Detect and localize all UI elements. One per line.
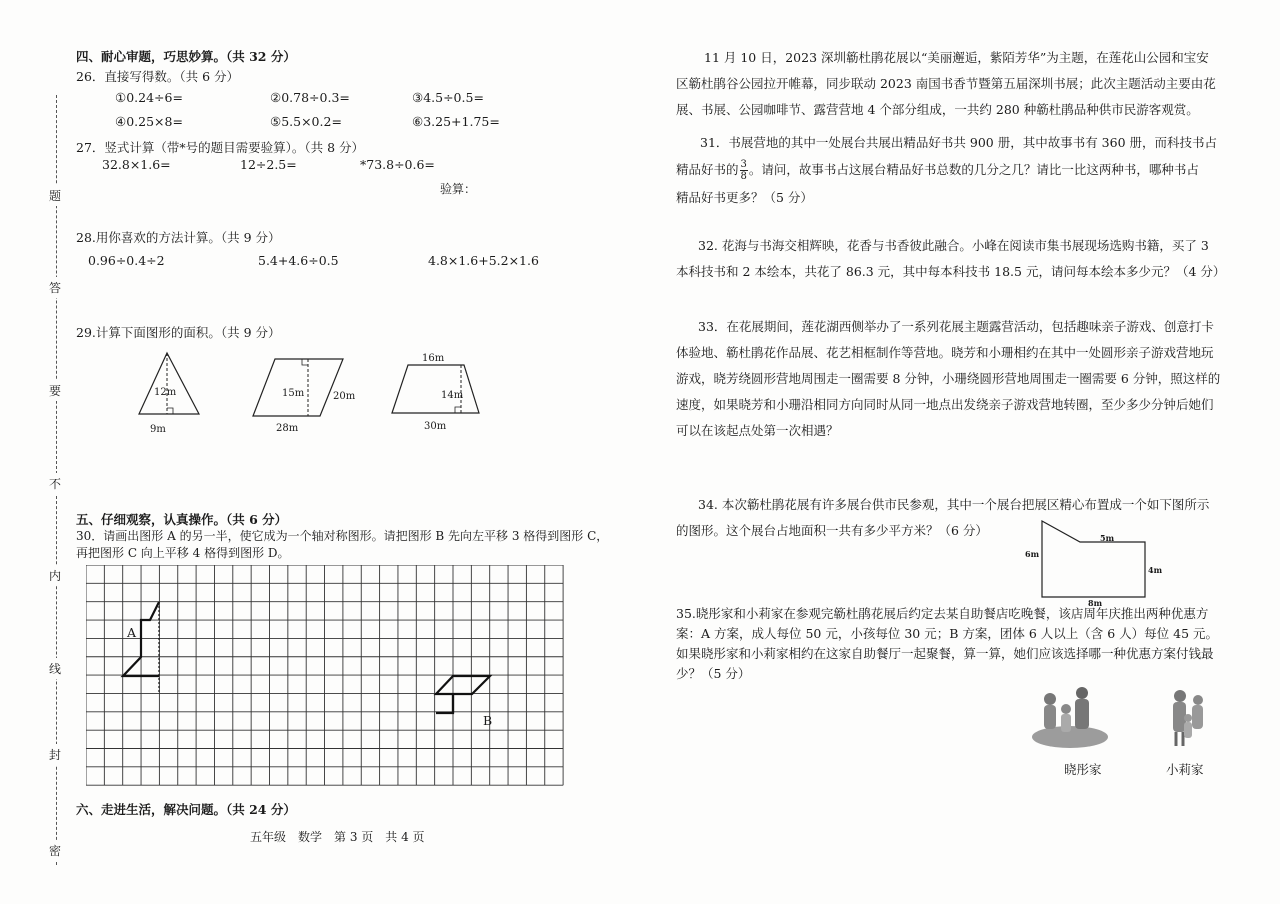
q31-text: 精品好书的 (676, 162, 739, 177)
q27-item: 32.8×1.6= (102, 157, 171, 172)
binding-char: 密 (49, 840, 61, 861)
booth-shape (1042, 521, 1145, 597)
q28-item: 5.4+4.6÷0.5 (258, 253, 339, 268)
q27-item: 12÷2.5= (240, 157, 297, 172)
trapezoid-top-label: 16m (422, 353, 445, 364)
intro-paragraph: 11 月 10 日，2023 深圳簕杜鹃花展以“美丽邂逅，紫陌芳华”为主题，在莲花山公园和宝安区簕杜鹃谷公园拉开帷幕，同步联动 2023 南国书香节暨第五届深圳书展；此次主题活动主要由花展、书展、公园咖啡节、露营营地 4 个部分组成，一共约 280 种簕杜鹃品种供市民游客观赏。 (676, 50, 1216, 117)
figure-a-label: A (127, 625, 137, 640)
family-illustration-xiaotong (1030, 685, 1110, 750)
q34-right-label: 4m (1148, 565, 1163, 575)
q35-text: 35.晓彤家和小莉家在参观完簕杜鹃花展后约定去某自助餐店吃晚餐，该店周年庆推出两种优惠方案：A 方案，成人每位 50 元，小孩每位 30 元；B 方案，团体 6 人以上（含 6 人）每位 45 元。如果晓彤家和小莉家相约在这家自助餐厅一起聚餐，算一算，她们应该选择哪一种优惠方案付钱最少？（5 分） (676, 606, 1219, 681)
q31-line1: 31．书展营地的其中一处展台共展出精品好书共 900 册，其中故事书有 360 册，而科技书占 (700, 135, 1218, 150)
q26-item: ③4.5÷0.5= (412, 90, 484, 105)
binding-char: 封 (49, 744, 61, 765)
binding-char: 答 (49, 277, 61, 298)
parallelogram-base-label: 28m (276, 423, 299, 434)
q30-grid (86, 565, 566, 787)
q34-left-label: 6m (1025, 549, 1040, 559)
q27-item: *73.8÷0.6= (360, 157, 435, 172)
section-5-title: 五、仔细观察，认真操作。（共 6 分） (76, 512, 288, 527)
q34-figure (1040, 518, 1150, 600)
q26-item: ⑤5.5×0.2= (270, 114, 342, 129)
q34-bottom-label: 8m (1088, 598, 1103, 608)
binding-char: 内 (49, 565, 61, 586)
triangle-shape (139, 353, 199, 414)
q28-title: 28.用你喜欢的方法计算。（共 9 分） (76, 230, 281, 245)
triangle-height-label: 12m (154, 387, 177, 398)
fraction-numerator: 3 (740, 159, 747, 170)
page-footer: 五年级 数学 第 3 页 共 4 页 (250, 830, 425, 844)
q29-title: 29.计算下面图形的面积。（共 9 分） (76, 325, 281, 340)
triangle-base-label: 9m (150, 424, 166, 435)
q30-text-line2: 再把图形 C 向上平移 4 格得到图形 D。 (76, 546, 290, 560)
q26-item: ①0.24÷6= (115, 90, 183, 105)
q26-item: ⑥3.25+1.75= (412, 114, 500, 129)
section-4-title: 四、耐心审题，巧思妙算。（共 32 分） (76, 49, 296, 64)
fraction (740, 159, 748, 182)
binding-char: 线 (49, 658, 61, 679)
parallelogram-side-label: 20m (333, 391, 356, 402)
family-illustration-xiaoli (1160, 688, 1216, 750)
q28-item: 4.8×1.6+5.2×1.6 (428, 253, 539, 268)
figure-b (436, 676, 490, 713)
trapezoid-base-label: 30m (424, 421, 447, 432)
binding-char: 不 (49, 473, 61, 494)
q26-item: ②0.78÷0.3= (270, 90, 350, 105)
q34-top-label: 5m (1100, 533, 1115, 543)
figure-b-label: B (483, 713, 493, 728)
binding-char: 题 (49, 185, 61, 206)
binding-char: 要 (49, 380, 61, 401)
trapezoid-height-label: 14m (441, 390, 464, 401)
q28-item: 0.96÷0.4÷2 (88, 253, 165, 268)
q32-text: 32. 花海与书海交相辉映，花香与书香彼此融合。小峰在阅读市集书展现场选购书籍，买了 3 本科技书和 2 本绘本，共花了 86.3 元，其中每本科技书 18.5 元，请问每本绘本多少元？（4 分） (676, 238, 1226, 279)
q26-title: 26．直接写得数。（共 6 分） (76, 69, 240, 84)
fraction-denominator: 8 (740, 171, 747, 182)
parallelogram-height-label: 15m (282, 388, 305, 399)
trapezoid-shape (392, 365, 479, 413)
q31-line3: 精品好书更多？（5 分） (676, 190, 813, 205)
section-6-title: 六、走进生活，解决问题。（共 24 分） (76, 802, 296, 817)
family-label-xiaoli: 小莉家 (1166, 762, 1204, 777)
q31-line2 (676, 159, 1199, 182)
q31-text: 。请问，故事书占这展台精品好书总数的几分之几？请比一比这两种书，哪种书占 (748, 162, 1199, 177)
q26-item: ④0.25×8= (115, 114, 183, 129)
q33-text: 33．在花展期间，莲花湖西侧举办了一系列花展主题露营活动，包括趣味亲子游戏、创意打卡体验地、簕杜鹃花作品展、花艺相框制作等营地。晓芳和小珊相约在其中一处圆形亲子游戏营地玩游戏，晓芳绕圆形营地周围走一圈需要 8 分钟，小珊绕圆形营地周围走一圈需要 6 分钟，照这样的速度，如果晓芳和小珊沿相同方向同时从同一地点出发绕亲子游戏营地转圈，至少多少分钟后她们可以在该起点处第一次相遇？ (676, 319, 1221, 438)
q27-check-label: 验算： (440, 182, 477, 196)
q34-text: 34. 本次簕杜鹃花展有许多展台供市民参观，其中一个展台把展区精心布置成一个如下图所示的图形。这个展台占地面积一共有多少平方米？（6 分） (676, 497, 1210, 538)
family-label-xiaotong: 晓彤家 (1064, 762, 1102, 777)
q30-text-line1: 30．请画出图形 A 的另一半，使它成为一个轴对称图形。请把图形 B 先向左平移 3 格得到图形 C， (76, 529, 609, 543)
q27-title: 27．竖式计算（带*号的题目需要验算）。（共 8 分） (76, 140, 365, 155)
